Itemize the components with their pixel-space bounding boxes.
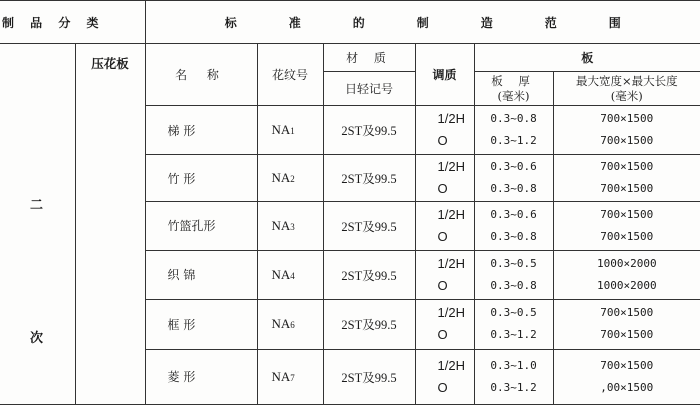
row-pattern-no: NA3 [257,202,323,250]
row-pattern-no: NA7 [257,349,323,404]
name-header: 名 称 [175,68,227,83]
temper-header: 调质 [432,68,457,83]
row-material: 2ST及99.5 [323,299,415,349]
side-category-char-2: 次 [30,331,44,347]
material-sub-header: 日轻记号 [345,82,394,97]
row-maxsize: 700×1500 ,00×1500 [553,349,700,404]
maxsize-header-cell [553,72,700,106]
temper-header-cell [415,44,474,106]
row-thickness: 0.3~0.8 0.3~1.2 [474,106,553,155]
range-title: 标准的制造范围 [224,15,673,30]
row-pattern-no: NA4 [257,250,323,299]
row-material: 2ST及99.5 [323,349,415,404]
category-header-cell [0,1,145,44]
row-maxsize: 1000×2000 1000×2000 [553,250,700,299]
row-temper: 1/2H O [415,106,474,155]
plate-type-cell [75,44,145,405]
maxsize-unit: (毫米) [610,88,643,103]
row-thickness: 0.3~0.5 0.3~0.8 [474,250,553,299]
row-name: 框 形 [145,299,257,349]
row-temper: 1/2H O [415,250,474,299]
row-name: 竹篮孔形 [145,202,257,250]
row-name: 织 锦 [145,250,257,299]
pattern-no-header: 花纹号 [272,68,309,83]
row-material: 2ST及99.5 [323,106,415,155]
material-sub-header-cell [323,72,415,106]
material-header-cell [323,44,415,72]
row-name: 梯 形 [145,106,257,155]
row-temper: 1/2H O [415,349,474,404]
row-maxsize: 700×1500 700×1500 [553,299,700,349]
row-name: 竹 形 [145,155,257,202]
title-row [0,1,700,44]
row-thickness: 0.3~0.5 0.3~1.2 [474,299,553,349]
thickness-unit: (毫米) [497,88,530,103]
row-maxsize: 700×1500 700×1500 [553,202,700,250]
row-pattern-no: NA2 [257,155,323,202]
range-title-cell [145,1,700,44]
row-thickness: 0.3~0.6 0.3~0.8 [474,155,553,202]
row-temper: 1/2H O [415,155,474,202]
category-header: 制 品 分 类 [2,15,105,30]
thickness-header-cell [474,72,553,106]
row-material: 2ST及99.5 [323,202,415,250]
material-header: 材 质 [346,51,392,66]
header-row-1 [0,44,700,72]
row-pattern-no: NA1 [257,106,323,155]
row-temper: 1/2H O [415,299,474,349]
side-category-cell [0,44,75,405]
plate-type-label: 压花板 [91,56,129,72]
name-header-cell [145,44,257,106]
thickness-header: 板 厚 [491,73,536,88]
pattern-no-header-cell [257,44,323,106]
row-maxsize: 700×1500 700×1500 [553,155,700,202]
side-category-char-1: 二 [30,198,44,214]
row-maxsize: 700×1500 700×1500 [553,106,700,155]
row-temper: 1/2H O [415,202,474,250]
row-pattern-no: NA6 [257,299,323,349]
row-material: 2ST及99.5 [323,155,415,202]
plate-header: 板 [581,51,594,66]
maxsize-header: 最大宽度×最大长度 [575,73,678,88]
row-material: 2ST及99.5 [323,250,415,299]
plate-header-cell [474,44,700,72]
row-name: 菱 形 [145,349,257,404]
row-thickness: 0.3~1.0 0.3~1.2 [474,349,553,404]
row-thickness: 0.3~0.6 0.3~0.8 [474,202,553,250]
